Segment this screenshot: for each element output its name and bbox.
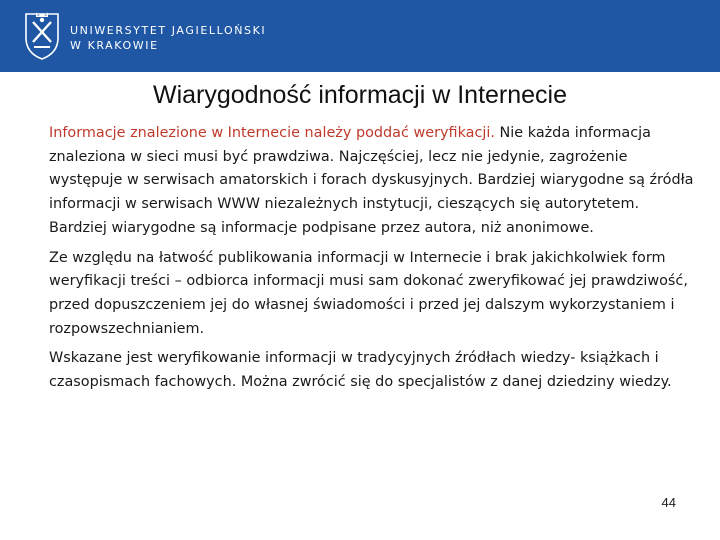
paragraph-verification — [49, 122, 699, 241]
slide-title: Wiarygodność informacji w Internecie — [152, 81, 568, 109]
university-logo — [24, 10, 266, 60]
slide-content — [49, 122, 699, 401]
university-name — [70, 23, 266, 53]
highlighted-statement: Informacje znalezione w Internecie należy poddać weryfikacji. — [49, 125, 495, 141]
paragraph-publishing: Ze względu na łatwość publikowania informacji w Internecie i brak jakichkolwiek form weryfikacji treści – odbiorca informacji musi sam dokonać zweryfikować jej prawdziwość, przed dopuszczeniem jej do własnej świadomości i przed jej dalszym wykorzystaniem i rozpowszechnianiem. — [49, 249, 688, 337]
page-number: 44 — [661, 495, 676, 510]
paragraph-recommendation: Wskazane jest weryfikowanie informacji w tradycyjnych źródłach wiedzy- książkach i czasopismach fachowych. Można zwrócić się do specjalistów z danej dziedziny wiedzy. — [49, 350, 672, 391]
header-bar — [0, 0, 720, 72]
paragraph-verification-text: Nie każda informacja znaleziona w sieci musi być prawdziwa. Najczęściej, lecz nie jedynie, zagrożenie występuje w serwisach amatorskich i forach dyskusyjnych. Bardziej wiarygodne są źródła informacji w serwisach WWW niezależnych instytucji, cieszących się autorytetem. Bardziej wiarygodne są informacje podpisane przez autora, niż anonimowe. — [49, 125, 694, 236]
university-name-line2: W KRAKOWIE — [70, 39, 159, 52]
crest-icon — [24, 10, 60, 60]
university-name-line1: UNIWERSYTET JAGIELLOŃSKI — [70, 24, 267, 37]
